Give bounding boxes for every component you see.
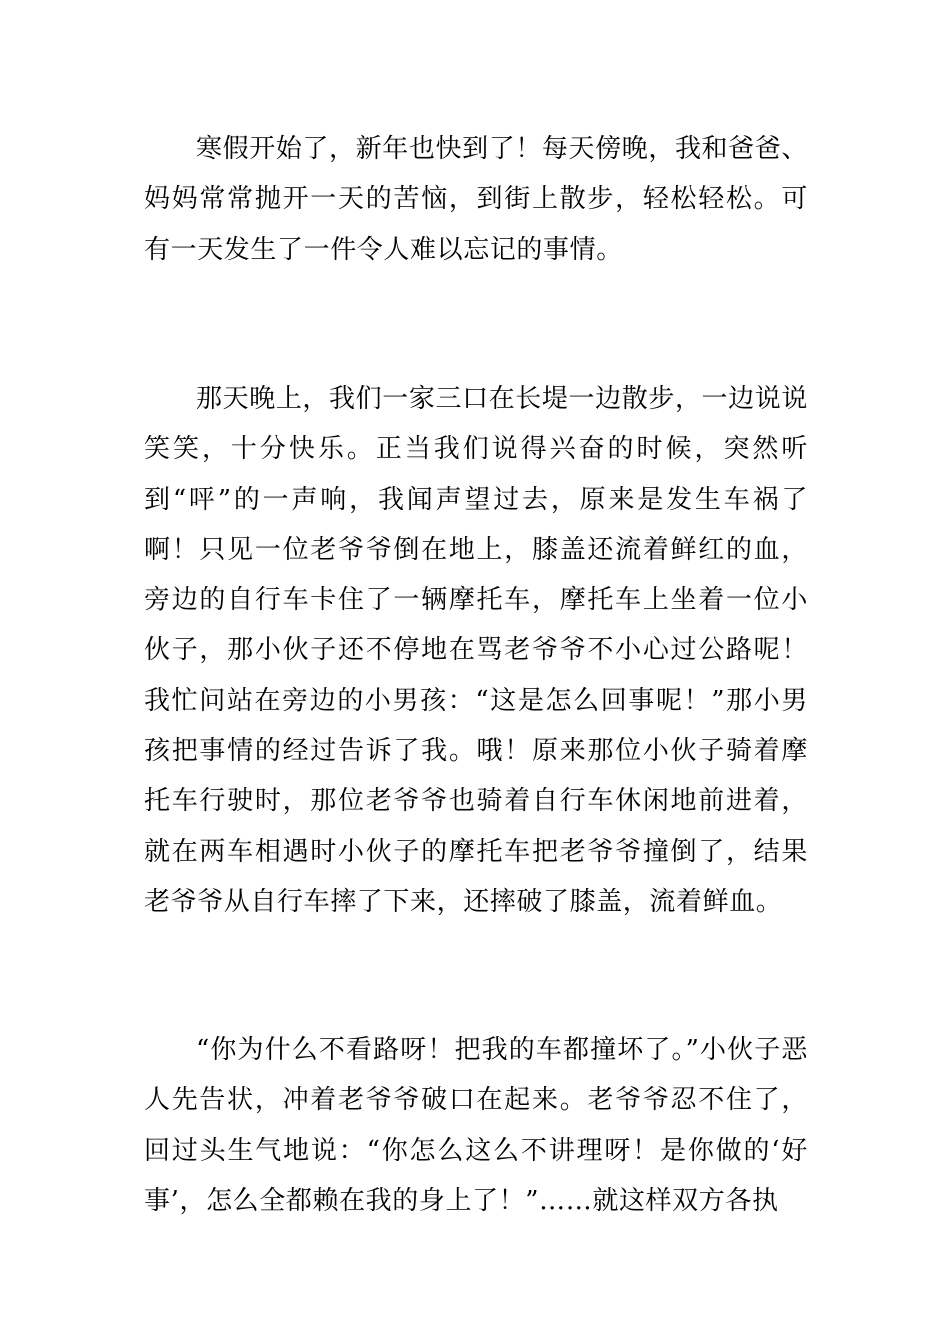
paragraph-1: 寒假开始了，新年也快到了！每天傍晚，我和爸爸、妈妈常常抛开一天的苦恼，到街上散步，轻松轻松。可有一天发生了一件令人难以忘记的事情。 — [144, 134, 808, 265]
paragraph-2: 那天晚上，我们一家三口在长堤一边散步，一边说说笑笑，十分快乐。正当我们说得兴奋的时候，突然听到“呯”的一声响，我闻声望过去，原来是发生车祸了啊！只见一位老爷爷倒在地上，膝盖还流着鲜红的血，旁边的自行车卡住了一辆摩托车，摩托车上坐着一位小伙子，那小伙子还不停地在骂老爷爷不小心过公路呢！我忙问站在旁边的小男孩：“这是怎么回事呢！”那小男孩把事情的经过告诉了我。哦！原来那位小伙子骑着摩托车行驶时，那位老爷爷也骑着自行车休闲地前进着，就在两车相遇时小伙子的摩托车把老爷爷撞倒了，结果老爷爷从自行车摔了下来，还摔破了膝盖，流着鲜血。 — [144, 384, 808, 917]
paragraph-3: “你为什么不看路呀！把我的车都撞坏了。”小伙子恶人先告状，冲着老爷爷破口在起来。老爷爷忍不住了，回过头生气地说：“你怎么这么不讲理呀！是你做的‘好事’，怎么全都赖在我的身上了！”……就这样双方各执 — [144, 1035, 808, 1216]
